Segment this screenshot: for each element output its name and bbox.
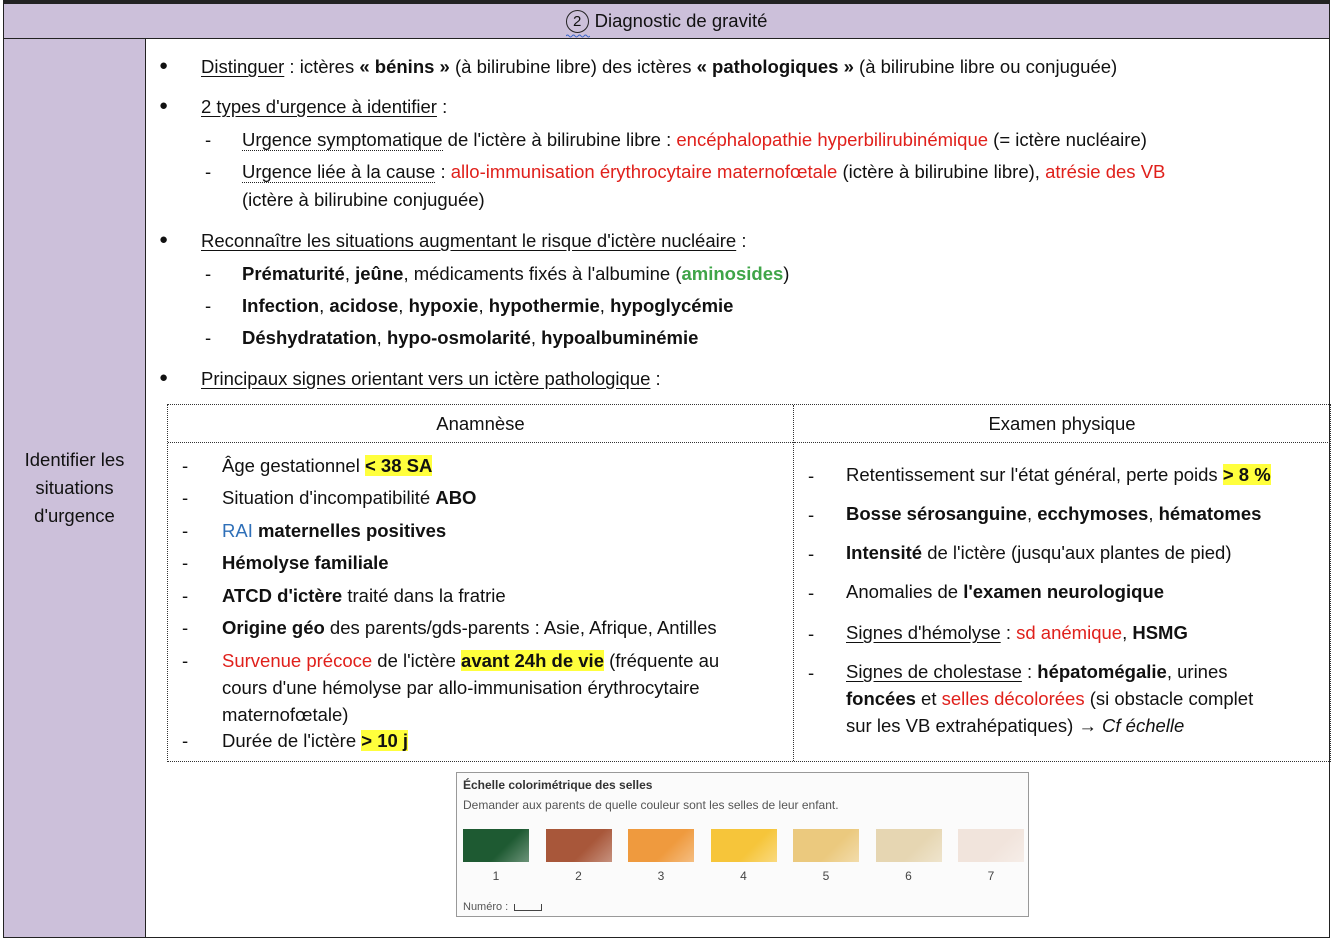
color-swatch-6 (876, 829, 942, 862)
examen-row: Signes d'hémolyse : sd anémique, HSMG (846, 622, 1188, 643)
color-number: 3 (657, 869, 665, 883)
content-cell: ● Distinguer : ictères « bénins » (à bilirubine libre) des ictères « pathologiques » (à bilirubine libre ou conjuguée) ● 2 types d'urgence à identifier : - Urgence symptomatique de l'ictère à bilirubine libre : encéphalopathie hyperbilirubinémique (= ictère nucléaire) - Urgence liée à la cause : allo-immunisation érythrocytaire maternofœtale (ictère à bilirubine libre), atrésie des VB (ictère à bilirubine conjuguée) ● Reconnaître les situations augmentant le risque d'ictère nucléaire : - Prématurité, jeûne, médicaments fixés à l'albumine (aminosides) - Infection, acidose, hypoxie, hypothermie, hypoglycémie - Déshydratation, hypo-osmolarité, hypoalbuminémie ● Principaux signes orientant vers un ictère pathologique : Anamnèse Examen physique - Âge gestationnel < 38 SA - Situation d'incompatibilité ABO - RAI maternelles positives - Hémolyse familiale - ATCD d'ictère traité dans la fratrie - Origine géo des parents/gds-parents : Asie, Afrique, Antilles - Survenue précoce de l'ictère avant 24h de vie (fréquente au cours d'une hémolyse par allo-immunisation érythrocytaire maternofœtale) - Durée de l'ictère > 10 j - Retentissement sur l'état général, perte poids > 8 % - Bosse sérosanguine, ecchymoses, hématomes - Intensité de l'ictère (jusqu'aux plantes de pied) - Anomalies de l'examen neurologique - Signes d'hémolyse : sd anémique, HSMG - Signes de cholestase : hépatomégalie, urines foncées et selles décolorées (si obstacle complet sur les VB extrahépatiques) → Cf échelle Échelle colorimétrique des selles Demander aux parents de quelle couleur sont les selles de leur enfant. 1 2 3 4 5 6 7 Numéro : (147, 39, 1329, 937)
urgence-cause-cont: (ictère à bilirubine conjuguée) (242, 189, 485, 210)
anamnese-row: ATCD d'ictère traité dans la fratrie (222, 585, 506, 606)
color-number: 2 (575, 869, 582, 883)
bullet-signes: Principaux signes orientant vers un ictère pathologique : (201, 368, 661, 389)
anamnese-row: Hémolyse familiale (222, 552, 389, 573)
color-swatch-7 (958, 829, 1024, 862)
spellcheck-wave-icon (566, 34, 590, 38)
section-header (4, 4, 1329, 39)
color-number: 6 (905, 869, 912, 883)
risque-deshydratation: Déshydratation, hypo-osmolarité, hypoalbuminémie (242, 327, 699, 348)
bullet-distinguer: Distinguer : ictères « bénins » (à bilirubine libre) des ictères « pathologiques » (à bilirubine libre ou conjuguée) (201, 56, 1118, 77)
col-header-anamnese: Anamnèse (168, 405, 793, 443)
examen-row: Retentissement sur l'état général, perte poids > 8 % (846, 464, 1271, 485)
arrow-icon: → (1078, 715, 1103, 736)
anamnese-row: Durée de l'ictère > 10 j (222, 730, 409, 751)
examen-row-cont: sur les VB extrahépatiques) → Cf échelle (846, 715, 1185, 736)
anamnese-row: RAI maternelles positives (222, 520, 447, 541)
anamnese-row: Situation d'incompatibilité ABO (222, 487, 477, 508)
bullet-risque: Reconnaître les situations augmentant le risque d'ictère nucléaire : (201, 230, 747, 251)
bullet-icon: ● (159, 97, 169, 114)
risque-prematurite: Prématurité, jeûne, médicaments fixés à l'albumine (aminosides) (242, 263, 790, 284)
anamnese-row: Survenue précoce de l'ictère avant 24h de vie (fréquente au (222, 650, 720, 671)
col-header-examen: Examen physique (794, 405, 1330, 443)
examen-row: Signes de cholestase : hépatomégalie, urines (846, 661, 1228, 682)
anamnese-row-cont: cours d'une hémolyse par allo-immunisation érythrocytaire (222, 677, 700, 698)
signs-table: Anamnèse Examen physique - Âge gestationnel < 38 SA - Situation d'incompatibilité ABO - RAI maternelles positives - Hémolyse familiale - ATCD d'ictère traité dans la fratrie - Origine géo des parents/gds-parents : Asie, Afrique, Antilles - Survenue précoce de l'ictère avant 24h de vie (fréquente au cours d'une hémolyse par allo-immunisation érythrocytaire maternofœtale) - Durée de l'ictère > 10 j - Retentissement sur l'état général, perte poids > 8 % - Bosse sérosanguine, ecchymoses, hématomes - Intensité de l'ictère (jusqu'aux plantes de pied) - Anomalies de l'examen neurologique - Signes d'hémolyse : sd anémique, HSMG - Signes de cholestase : hépatomégalie, urines foncées et selles décolorées (si obstacle complet sur les VB extrahépatiques) → Cf échelle (167, 404, 1331, 762)
anamnese-row: Âge gestationnel < 38 SA (222, 455, 433, 476)
examen-row: Intensité de l'ictère (jusqu'aux plantes de pied) (846, 542, 1232, 563)
bullet-icon: ● (159, 57, 169, 74)
examen-row: Bosse sérosanguine, ecchymoses, hématomes (846, 503, 1262, 524)
examen-row-cont: foncées et selles décolorées (si obstacle complet (846, 688, 1254, 709)
left-label: Identifier les situations d'urgence (24, 449, 125, 526)
section-number: 2 (566, 10, 589, 33)
urgence-symptomatique: Urgence symptomatique de l'ictère à bilirubine libre : encéphalopathie hyperbilirubinémique (= ictère nucléaire) (242, 129, 1147, 150)
bullet-urgences: 2 types d'urgence à identifier : (201, 96, 448, 117)
anamnese-row-cont: maternofœtale) (222, 704, 349, 725)
color-swatch-4 (711, 829, 777, 862)
section-title: Diagnostic de gravité (594, 10, 768, 31)
scale-numero: Numéro : (463, 901, 509, 913)
stool-color-scale (456, 772, 1029, 917)
scale-subtitle: Demander aux parents de quelle couleur sont les selles de leur enfant. (463, 798, 839, 812)
color-swatch-3 (628, 829, 694, 862)
color-swatch-2 (546, 829, 612, 862)
color-number: 4 (740, 869, 747, 883)
urgence-cause: Urgence liée à la cause : allo-immunisation érythrocytaire maternofœtale (ictère à bilirubine libre), atrésie des VB (242, 161, 1166, 182)
left-label-cell (4, 39, 146, 937)
bullet-icon: ● (159, 231, 169, 248)
bullet-icon: ● (159, 369, 169, 386)
scale-title: Échelle colorimétrique des selles (463, 778, 653, 792)
examen-row: Anomalies de l'examen neurologique (846, 581, 1164, 602)
color-swatch-5 (793, 829, 859, 862)
risque-infection: Infection, acidose, hypoxie, hypothermie, hypoglycémie (242, 295, 734, 316)
page-frame (3, 0, 1330, 938)
numero-box (514, 904, 542, 911)
color-swatch-1 (463, 829, 529, 862)
color-number: 7 (987, 869, 995, 883)
anamnese-row: Origine géo des parents/gds-parents : Asie, Afrique, Antilles (222, 617, 717, 638)
color-number: 5 (822, 869, 830, 883)
color-number: 1 (492, 869, 500, 883)
